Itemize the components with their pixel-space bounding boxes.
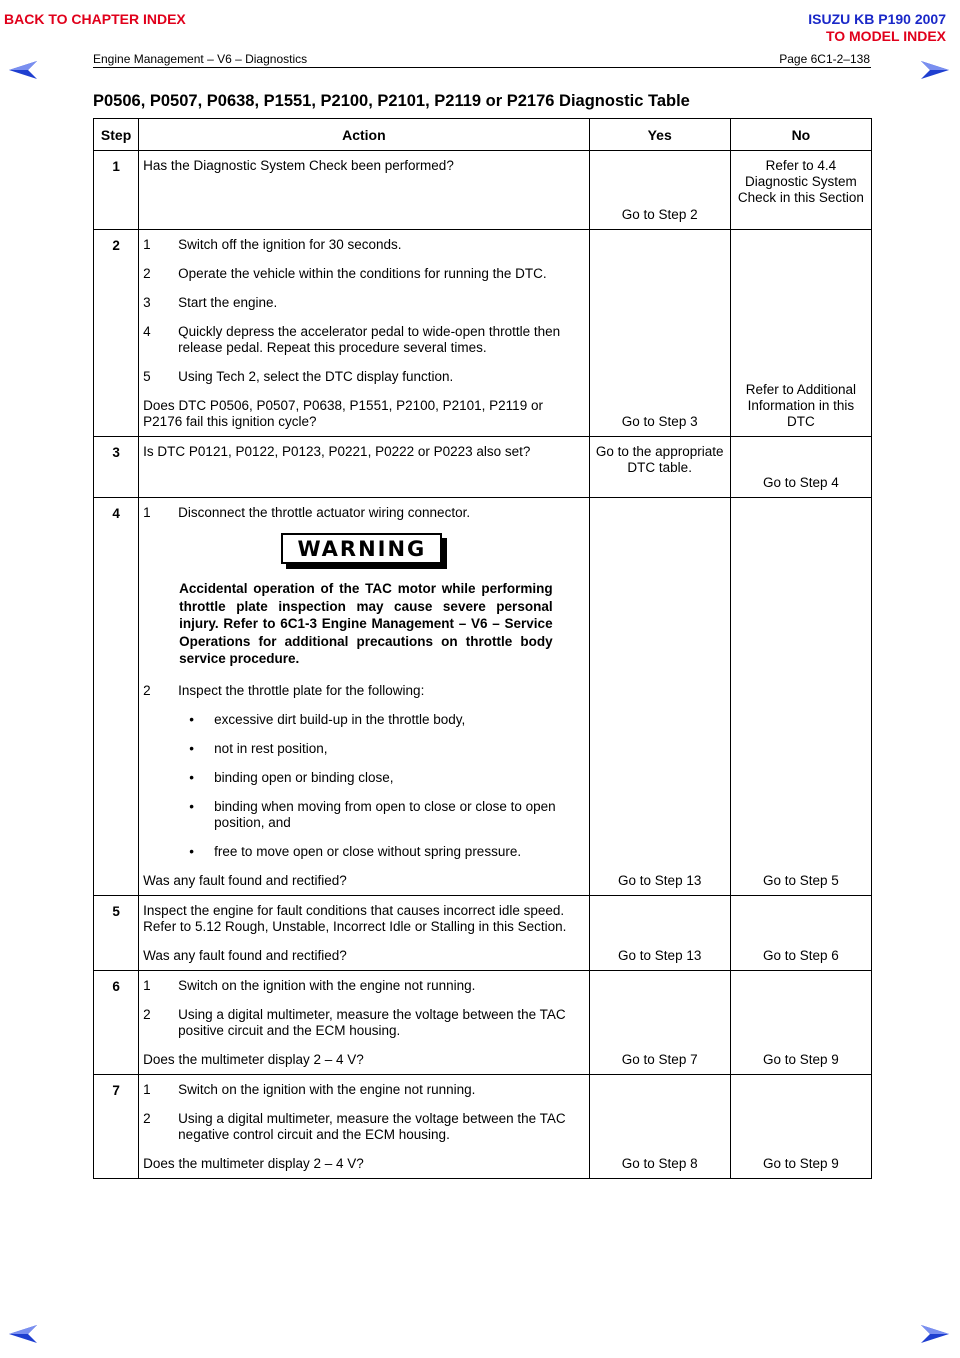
list-item: 1 Switch on the ignition with the engine not running. — [143, 1081, 476, 1097]
action-cell — [139, 437, 589, 498]
table-row — [94, 498, 872, 896]
step-question: Does the multimeter display 2 – 4 V? — [143, 1155, 364, 1171]
step-question: Does DTC P0506, P0507, P0638, P1551, P2100, P2101, P2119 or P2176 fail this ignition cycle? — [143, 398, 543, 429]
no-cell: Go to Step 5 — [730, 498, 871, 896]
warning-badge-wrap — [143, 533, 584, 564]
col-header-no: No — [730, 119, 871, 151]
arrow-right-icon[interactable] — [920, 1324, 950, 1344]
step-number: 5 — [94, 895, 139, 970]
table-row — [94, 437, 872, 498]
list-item: 2 Operate the vehicle within the conditions for running the DTC. — [143, 266, 547, 281]
bullet-item: • binding open or binding close, — [189, 769, 394, 785]
yes-cell: Go to Step 13 — [589, 498, 730, 896]
no-cell: Refer to 4.4 Diagnostic System Check in this Section — [730, 151, 871, 230]
yes-cell: Go to the appropriate DTC table. — [589, 437, 730, 498]
header-rule — [93, 67, 871, 68]
step-question: Was any fault found and rectified? — [143, 947, 347, 963]
yes-cell: Go to Step 8 — [589, 1074, 730, 1178]
step-question: Is DTC P0121, P0122, P0123, P0221, P0222 or P0223 also set? — [143, 444, 531, 459]
list-item: 2 Using a digital multimeter, measure the voltage between the TAC negative control circuit and the ECM housing. — [143, 1110, 566, 1142]
no-cell: Go to Step 9 — [730, 970, 871, 1074]
table-row — [94, 151, 872, 230]
diagnostic-table — [93, 118, 872, 1179]
back-to-chapter-index-link[interactable]: BACK TO CHAPTER INDEX — [4, 11, 186, 27]
action-cell — [139, 498, 589, 896]
table-row — [94, 895, 872, 970]
arrow-left-icon[interactable] — [8, 1324, 38, 1344]
list-item: 1 Switch off the ignition for 30 seconds. — [143, 237, 402, 252]
step-number: 6 — [94, 970, 139, 1074]
page-title: P0506, P0507, P0638, P1551, P2100, P2101, P2119 or P2176 Diagnostic Table — [93, 92, 690, 110]
yes-cell: Go to Step 13 — [589, 895, 730, 970]
action-cell — [139, 151, 589, 230]
col-header-yes: Yes — [589, 119, 730, 151]
to-model-index-link[interactable]: TO MODEL INDEX — [825, 28, 946, 44]
no-cell: Go to Step 4 — [730, 437, 871, 498]
warning-text: Accidental operation of the TAC motor while performing throttle plate inspection may cause severe personal injury. Refer to 6C1-3 Engine Management – V6 – Service Operations for additional precautions on throttle body service procedure. — [179, 581, 553, 666]
action-cell — [139, 895, 589, 970]
list-item: 3 Start the engine. — [143, 295, 278, 310]
step-question: Was any fault found and rectified? — [143, 872, 347, 888]
col-header-step: Step — [94, 119, 139, 151]
warning-badge — [281, 533, 442, 564]
list-item: 1 Disconnect the throttle actuator wiring connector. — [143, 505, 471, 520]
action-cell — [139, 970, 589, 1074]
bullet-item: • not in rest position, — [189, 740, 328, 756]
yes-cell: Go to Step 3 — [589, 230, 730, 437]
arrow-left-icon[interactable] — [8, 60, 38, 80]
step-instruction: Inspect the engine for fault conditions that causes incorrect idle speed. Refer to 5.12 Rough, Unstable, Incorrect Idle or Stalling in this Section. — [143, 902, 567, 934]
bullet-item: • binding when moving from open to close or close to open position, and — [189, 798, 556, 830]
list-item: 2 Using a digital multimeter, measure the voltage between the TAC positive circuit and the ECM housing. — [143, 1006, 566, 1038]
step-question: Does the multimeter display 2 – 4 V? — [143, 1051, 364, 1067]
bullet-item: • excessive dirt build-up in the throttle body, — [189, 711, 466, 727]
table-header-row — [94, 119, 872, 151]
no-cell: Go to Step 6 — [730, 895, 871, 970]
step-number: 4 — [94, 498, 139, 896]
step-number: 7 — [94, 1074, 139, 1178]
yes-cell: Go to Step 2 — [589, 151, 730, 230]
no-cell: Refer to Additional Information in this DTC — [730, 230, 871, 437]
step-question: Has the Diagnostic System Check been performed? — [143, 158, 454, 173]
yes-cell: Go to Step 7 — [589, 970, 730, 1074]
col-header-action: Action — [139, 119, 589, 151]
list-item: 1 Switch on the ignition with the engine not running. — [143, 977, 476, 993]
no-cell: Go to Step 9 — [730, 1074, 871, 1178]
model-title: ISUZU KB P190 2007 — [808, 11, 946, 27]
table-row — [94, 1074, 872, 1178]
table-row — [94, 970, 872, 1074]
arrow-right-icon[interactable] — [920, 60, 950, 80]
running-header-section: Engine Management – V6 – Diagnostics — [93, 52, 308, 66]
running-header-page: Page 6C1-2–138 — [779, 52, 870, 66]
step-number: 2 — [94, 230, 139, 437]
step-number: 3 — [94, 437, 139, 498]
list-item: 5 Using Tech 2, select the DTC display function. — [143, 369, 454, 384]
list-item: 4 Quickly depress the accelerator pedal to wide-open throttle then release pedal. Repeat this procedure several times. — [143, 324, 561, 355]
list-item: 2 Inspect the throttle plate for the following: — [143, 682, 425, 698]
model-block — [808, 11, 946, 45]
step-number: 1 — [94, 151, 139, 230]
bullet-item: • free to move open or close without spring pressure. — [189, 843, 522, 859]
warning-label: WARNING — [281, 533, 442, 564]
table-row — [94, 230, 872, 437]
action-cell — [139, 230, 589, 437]
action-cell — [139, 1074, 589, 1178]
